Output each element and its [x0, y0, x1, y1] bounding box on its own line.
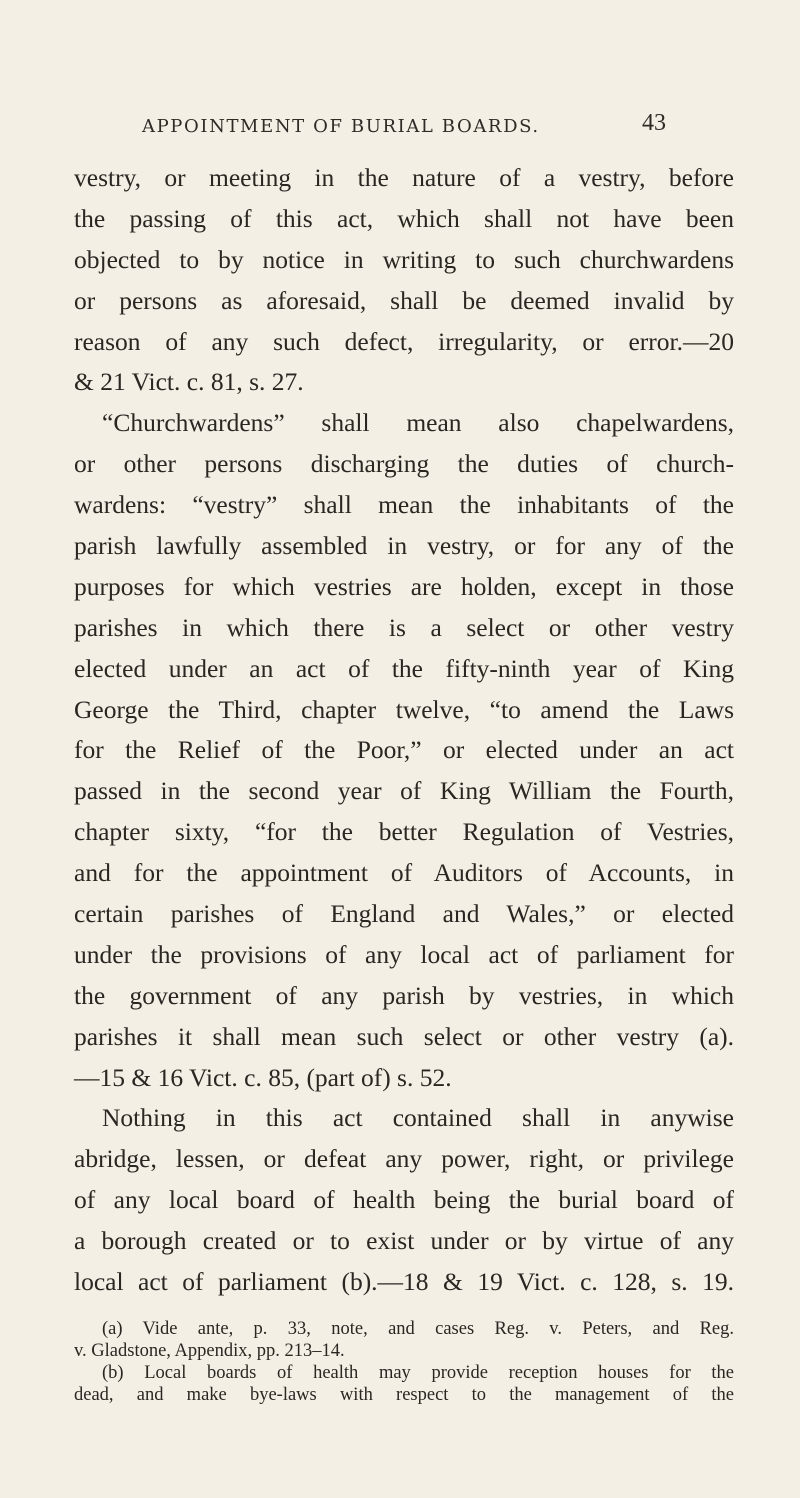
page-number: 43: [642, 110, 666, 136]
footnote-a-line: (a) Vide ante, p. 33, note, and cases Reg. v. Peters, and Reg.: [102, 1319, 734, 1339]
text-line: “Churchwardens” shall mean also chapelwardens,: [102, 408, 734, 438]
text-line: for the Relief of the Poor,” or elected under an act: [74, 735, 734, 765]
text-line: & 21 Vict. c. 81, s. 27.: [74, 367, 304, 397]
text-line: or other persons discharging the duties of church-: [74, 449, 734, 479]
footnote-a-line: v. Gladstone, Appendix, pp. 213–14.: [74, 1341, 345, 1361]
text-line: parishes in which there is a select or other vestry: [74, 612, 734, 642]
text-line: a borough created or to exist under or by virtue of any: [74, 1226, 734, 1256]
footnote-b-line: dead, and make bye-laws with respect to the management of the: [74, 1385, 734, 1405]
text-line: George the Third, chapter twelve, “to amend the Laws: [74, 694, 734, 724]
footnote-b-line: (b) Local boards of health may provide reception houses for the: [102, 1363, 734, 1383]
text-line: parishes it shall mean such select or other vestry (a).: [74, 1021, 734, 1051]
text-line: elected under an act of the fifty-ninth year of King: [74, 653, 734, 683]
text-line: Nothing in this act contained shall in anywise: [102, 1103, 734, 1133]
text-line: certain parishes of England and Wales,” or elected: [74, 899, 734, 929]
text-line: or persons as aforesaid, shall be deemed invalid by: [74, 285, 734, 315]
text-line: the passing of this act, which shall not have been: [74, 203, 734, 233]
footnotes: [74, 1318, 734, 1406]
text-line: —15 & 16 Vict. c. 85, (part of) s. 52.: [74, 1062, 452, 1092]
text-line: of any local board of health being the burial board of: [74, 1185, 734, 1215]
text-line: local act of parliament (b).—18 & 19 Vict. c. 128, s. 19.: [74, 1267, 734, 1297]
text-line: purposes for which vestries are holden, except in those: [74, 571, 734, 601]
text-line: wardens: “vestry” shall mean the inhabitants of the: [74, 490, 734, 520]
text-line: objected to by notice in writing to such churchwardens: [74, 244, 734, 274]
running-head: APPOINTMENT OF BURIAL BOARDS.: [142, 116, 540, 137]
text-line: under the provisions of any local act of parliament for: [74, 939, 734, 969]
text-line: and for the appointment of Auditors of Accounts, in: [74, 858, 734, 888]
text-line: the government of any parish by vestries, in which: [74, 980, 734, 1010]
body-text: [74, 158, 734, 1303]
text-line: chapter sixty, “for the better Regulation of Vestries,: [74, 817, 734, 847]
text-line: reason of any such defect, irregularity, or error.—20: [74, 326, 734, 356]
text-line: vestry, or meeting in the nature of a vestry, before: [74, 163, 734, 192]
text-line: parish lawfully assembled in vestry, or for any of the: [74, 531, 734, 561]
text-line: abridge, lessen, or defeat any power, right, or privilege: [74, 1144, 734, 1174]
text-line: passed in the second year of King William the Fourth,: [74, 776, 734, 806]
